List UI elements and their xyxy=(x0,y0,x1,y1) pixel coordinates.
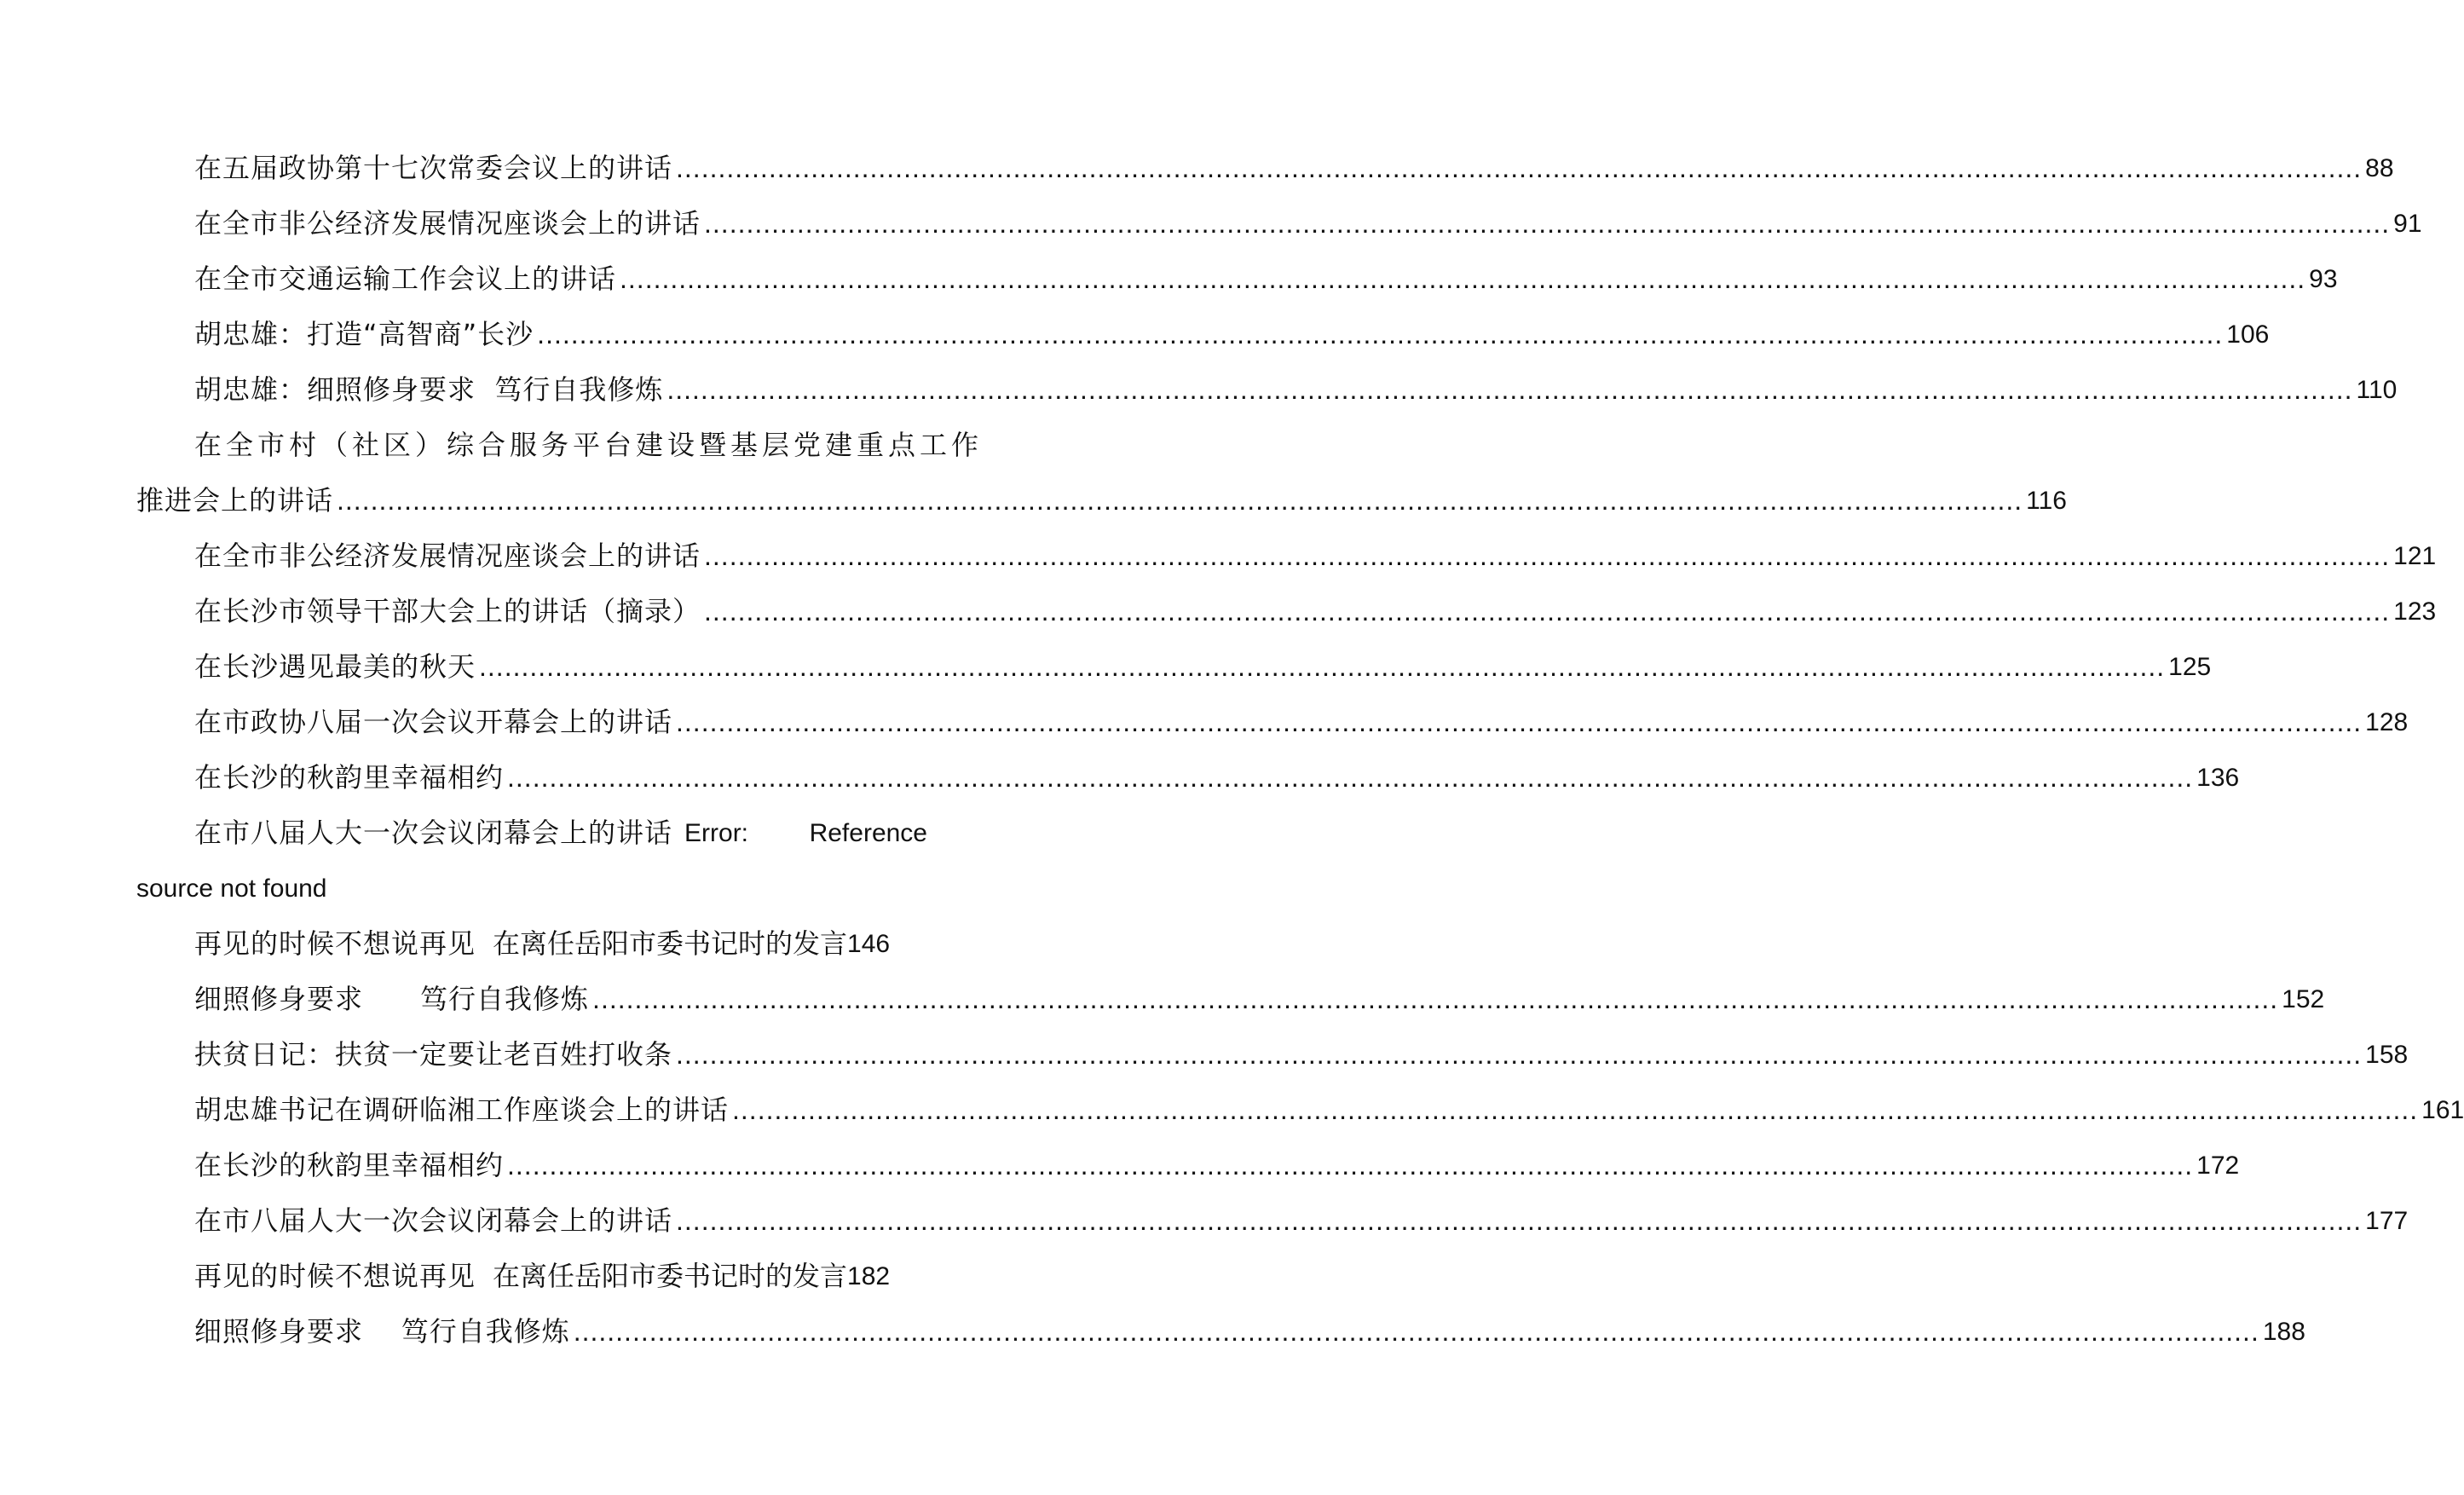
toc-entry-title: 在全市非公经济发展情况座谈会上的讲话 xyxy=(194,540,701,572)
toc-dot-leader: ........................................................................................................................................................................................................ xyxy=(620,263,2306,294)
toc-dot-leader: ........................................................................................................................................................................................................ xyxy=(537,319,2224,349)
toc-dot-leader: ........................................................................................................................................................................................................ xyxy=(666,374,2353,405)
toc-entry-title: 在长沙遇见最美的秋天 xyxy=(194,650,476,683)
toc-entry[interactable] xyxy=(0,1082,2464,1138)
toc-entry[interactable] xyxy=(0,362,2398,418)
toc-page-number: 177 xyxy=(2365,1207,2409,1235)
toc-entry[interactable] xyxy=(0,916,1057,972)
toc-dot-leader: ........................................................................................................................................................................................................ xyxy=(479,651,2166,682)
toc-page-number: 121 xyxy=(2393,542,2437,570)
toc-entry-title-line1: 在全市村（社区）综合服务平台建设暨基层党建重点工作 xyxy=(194,429,984,461)
toc-dot-leader: ........................................................................................................................................................................................................ xyxy=(337,485,2023,516)
toc-entry[interactable] xyxy=(0,972,2325,1027)
toc-page-number: 91 xyxy=(2393,210,2422,238)
toc-dot-leader: ........................................................................................................................................................................................................ xyxy=(676,1205,2363,1236)
toc-dot-leader: ........................................................................................................................................................................................................ xyxy=(676,153,2363,183)
toc-entry[interactable] xyxy=(0,528,2437,584)
toc-entry-title: 再见的时候不想说再见 xyxy=(194,927,476,960)
toc-entry-title: 胡忠雄：打造“高智商”长沙 xyxy=(194,318,534,350)
toc-entry[interactable] xyxy=(0,196,2422,251)
toc-entry[interactable] xyxy=(0,1193,2409,1249)
toc-entry-title: 在长沙的秋韵里幸福相约 xyxy=(194,1149,505,1181)
toc-entry-title: 胡忠雄：细照修身要求 笃行自我修炼 xyxy=(194,373,664,406)
toc-page-number: 161 xyxy=(2421,1096,2464,1124)
toc-entry[interactable] xyxy=(0,584,2437,639)
toc-entry-title: 在全市交通运输工作会议上的讲话 xyxy=(194,263,617,295)
toc-entry[interactable] xyxy=(0,639,2212,695)
toc-page-number: 188 xyxy=(2262,1318,2305,1346)
reference-error-word: Error: xyxy=(684,819,749,847)
toc-page-number: 182 xyxy=(847,1262,891,1290)
toc-entry-title: 在市八届人大一次会议闭幕会上的讲话 xyxy=(194,1204,673,1237)
toc-dot-leader: ........................................................................................................................................................................................................ xyxy=(507,762,2194,793)
toc-page-number: 128 xyxy=(2365,708,2409,736)
toc-entry-title: 在五届政协第十七次常委会议上的讲话 xyxy=(194,152,673,184)
toc-entry[interactable] xyxy=(0,141,2394,196)
toc-page-number: 136 xyxy=(2196,764,2240,792)
toc-dot-leader: ........................................................................................................................................................................................................ xyxy=(732,1094,2419,1125)
toc-entry-title: 胡忠雄书记在调研临湘工作座谈会上的讲话 xyxy=(194,1094,730,1126)
toc-entry-subtitle: 在离任岳阳市委书记时的发言 xyxy=(493,1261,848,1291)
toc-entry[interactable] xyxy=(0,695,2409,750)
toc-page-number: 106 xyxy=(2226,320,2270,349)
toc-entry-title: 细照修身要求 笃行自我修炼 xyxy=(194,983,590,1015)
toc-page-number: 172 xyxy=(2196,1152,2240,1180)
toc-entry-title: 扶贫日记：扶贫一定要让老百姓打收条 xyxy=(194,1038,673,1071)
toc-entry-title: 细照修身要求 笃行自我修炼 xyxy=(194,1315,570,1348)
toc-dot-leader: ........................................................................................................................................................................................................ xyxy=(704,540,2391,571)
reference-error-word: Reference xyxy=(809,819,927,847)
toc-page-number: 146 xyxy=(847,930,891,958)
reference-error-text: source not found xyxy=(136,874,327,903)
toc-entry[interactable] xyxy=(0,1249,1057,1304)
toc-dot-leader: ........................................................................................................................................................................................................ xyxy=(676,1039,2363,1070)
toc-page-number: 88 xyxy=(2365,154,2394,182)
toc-dot-leader: ........................................................................................................................................................................................................ xyxy=(676,707,2363,737)
toc-dot-leader: ........................................................................................................................................................................................................ xyxy=(704,596,2391,626)
toc-entry-title: 在全市非公经济发展情况座谈会上的讲话 xyxy=(194,207,701,240)
toc-entry-title: 再见的时候不想说再见 xyxy=(194,1260,476,1292)
toc-entry[interactable] xyxy=(0,1304,2305,1359)
toc-entry-title: 在市八届人大一次会议闭幕会上的讲话 xyxy=(194,817,673,849)
toc-entry[interactable] xyxy=(0,1138,2240,1193)
toc-entry-title: 在长沙市领导干部大会上的讲话（摘录） xyxy=(194,595,701,627)
toc-page-number: 158 xyxy=(2365,1041,2409,1069)
toc-dot-leader: ........................................................................................................................................................................................................ xyxy=(592,984,2279,1014)
toc-page-number: 123 xyxy=(2393,597,2437,626)
toc-page-number: 152 xyxy=(2282,985,2325,1013)
toc-page-number: 125 xyxy=(2168,653,2212,681)
toc-entry[interactable] xyxy=(0,750,2240,805)
toc-entry-error[interactable] xyxy=(0,805,1057,916)
toc-entry-subtitle: 在离任岳阳市委书记时的发言 xyxy=(493,928,848,959)
toc-entry-title-line2: 推进会上的讲话 xyxy=(136,484,334,517)
toc-entry-title: 在市政协八届一次会议开幕会上的讲话 xyxy=(194,706,673,738)
toc-page-number: 110 xyxy=(2356,376,2398,404)
toc-dot-leader: ........................................................................................................................................................................................................ xyxy=(573,1316,2259,1347)
toc-page-number: 116 xyxy=(2026,487,2067,515)
toc-page-number: 93 xyxy=(2309,265,2338,293)
table-of-contents xyxy=(0,141,2464,1359)
toc-entry[interactable] xyxy=(0,251,2338,307)
toc-entry[interactable] xyxy=(0,1027,2409,1082)
toc-entry-title: 在长沙的秋韵里幸福相约 xyxy=(194,761,505,794)
toc-dot-leader: ........................................................................................................................................................................................................ xyxy=(704,208,2391,239)
toc-entry[interactable] xyxy=(0,418,2067,528)
toc-dot-leader: ........................................................................................................................................................................................................ xyxy=(507,1150,2194,1180)
toc-entry[interactable] xyxy=(0,307,2270,362)
